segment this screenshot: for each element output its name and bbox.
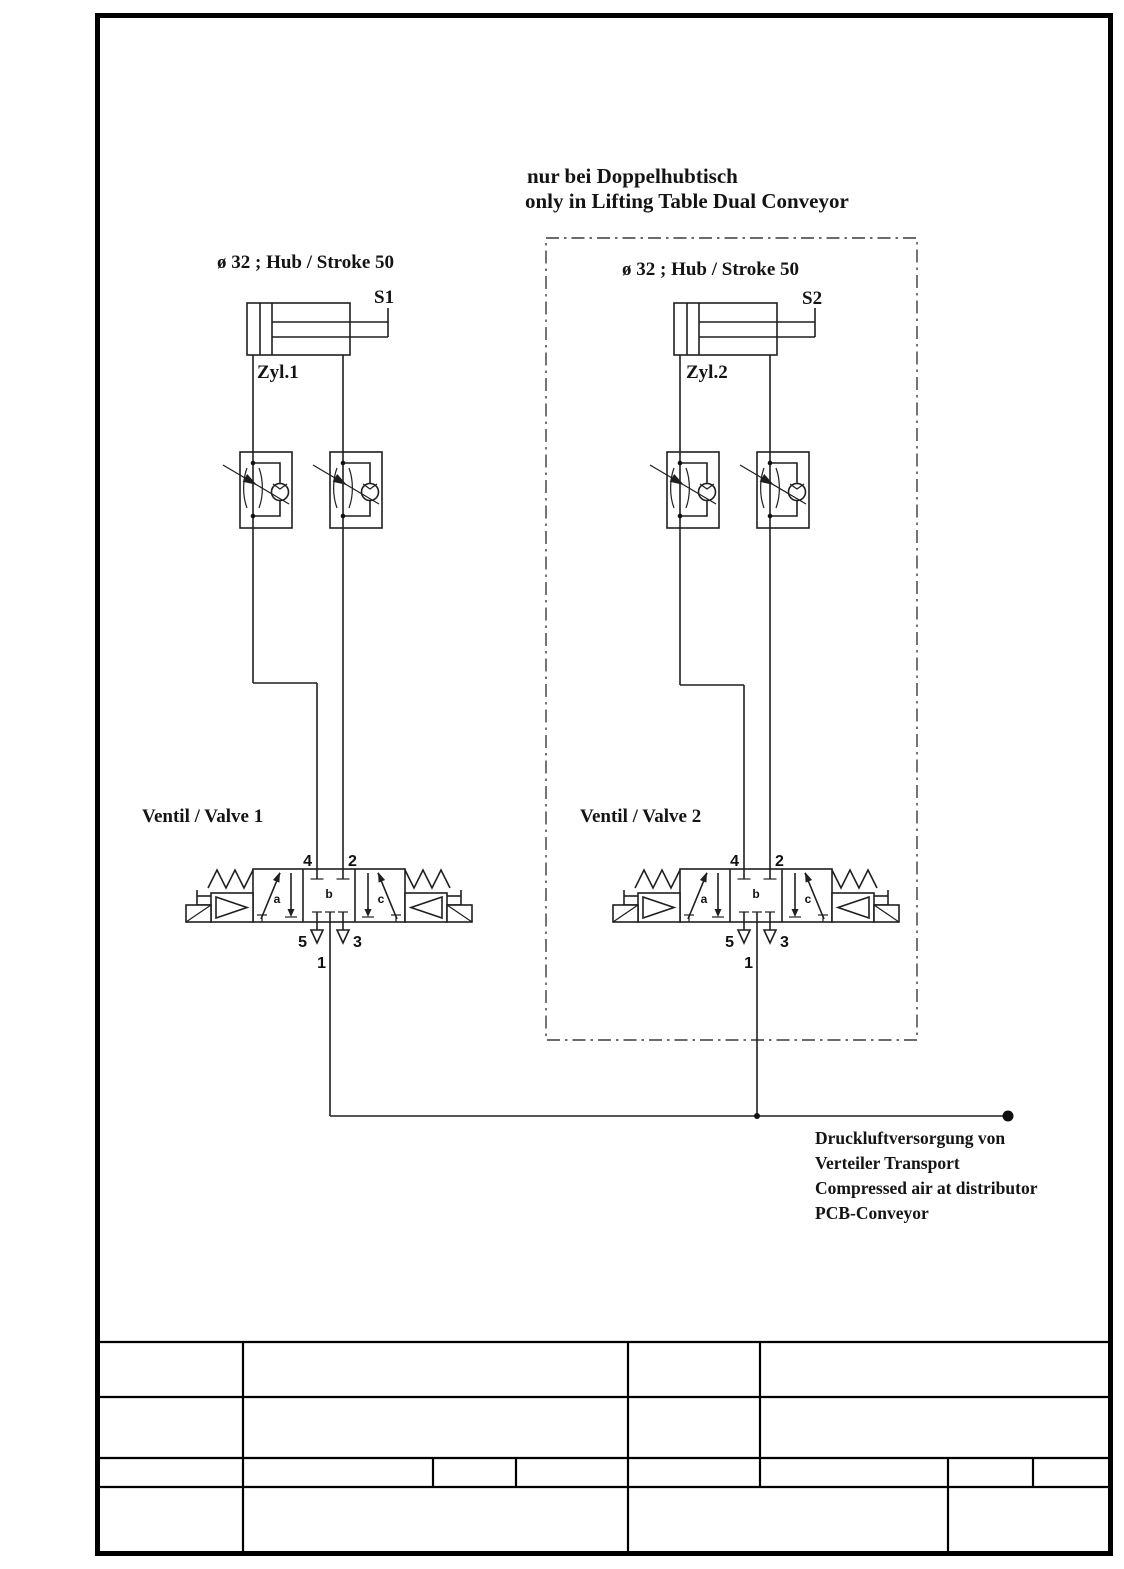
valve1-port3-label: 3 [353, 934, 362, 951]
valve2-port4-label: 4 [730, 853, 739, 870]
flow-control-valve-2-right [740, 452, 809, 528]
valve2-port1-label: 1 [744, 955, 753, 972]
valve2-port5-label: 5 [725, 934, 734, 951]
cylinder-2-sensor-label: S2 [802, 288, 823, 309]
cylinder-1-sensor-label: S1 [374, 287, 395, 308]
cylinder-1-spec: ø 32 ; Hub / Stroke 50 [217, 252, 395, 273]
cylinder-1-name: Zyl.1 [257, 362, 299, 383]
supply-note-line2: Verteiler Transport [815, 1153, 960, 1173]
flow-control-valve-1-left [223, 452, 292, 528]
valve1-port1-label: 1 [317, 955, 326, 972]
supply-note-line4: PCB-Conveyor [815, 1203, 929, 1223]
valve-2-label: Ventil / Valve 2 [580, 806, 702, 827]
option-note-line2: only in Lifting Table Dual Conveyor [525, 189, 849, 213]
valve1-port5-label: 5 [298, 934, 307, 951]
valve1-position-a-label: a [273, 892, 281, 906]
valve1-port2-label: 2 [348, 853, 357, 870]
page-border [98, 16, 1111, 1554]
option-note-line1: nur bei Doppelhubtisch [527, 164, 738, 188]
valve1-port4-label: 4 [303, 853, 312, 870]
valve-1-label: Ventil / Valve 1 [142, 806, 264, 827]
valve1-position-b-label: b [325, 887, 333, 901]
flow-control-valve-2-left [650, 452, 719, 528]
supply-note-line3: Compressed air at distributor [815, 1178, 1038, 1198]
valve-2-symbol [613, 869, 899, 943]
valve2-port2-label: 2 [775, 853, 784, 870]
valve1-position-c-label: c [377, 892, 385, 906]
valve-1-symbol [186, 869, 472, 943]
cylinder-2-spec: ø 32 ; Hub / Stroke 50 [622, 259, 800, 280]
cylinder-2-symbol [674, 303, 815, 355]
valve2-position-a-label: a [700, 892, 708, 906]
supply-note-line1: Druckluftversorgung von [815, 1128, 1006, 1148]
valve2-position-c-label: c [804, 892, 812, 906]
valve2-port3-label: 3 [780, 934, 789, 951]
junction-dot [754, 1113, 760, 1119]
title-block-table [97, 1342, 1112, 1553]
flow-control-valve-1-right [313, 452, 382, 528]
valve2-position-b-label: b [752, 887, 760, 901]
cylinder-2-name: Zyl.2 [686, 362, 728, 383]
supply-endpoint-dot [1003, 1111, 1014, 1122]
cylinder-1-symbol [247, 303, 388, 355]
